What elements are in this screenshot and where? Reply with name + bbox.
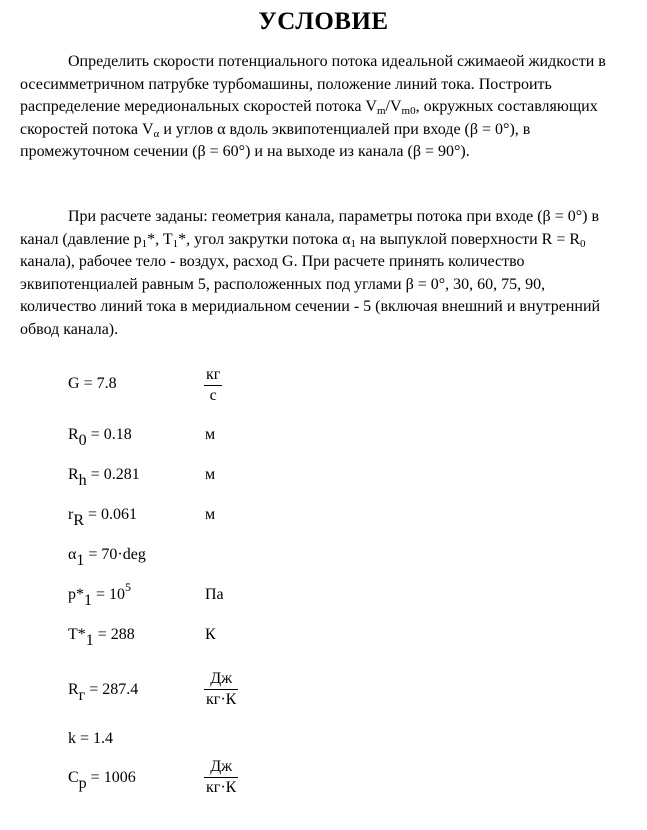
param-gas-constant [68, 670, 318, 721]
subscript: m [376, 105, 386, 117]
param-expression [68, 466, 140, 489]
param-expression [68, 426, 132, 449]
param-exponent: 5 [125, 580, 132, 594]
subscript: α [153, 127, 160, 140]
param-unit: Па [205, 586, 224, 603]
param-unit: м [205, 506, 216, 523]
param-k [68, 730, 318, 770]
param-value: = 1.4 [76, 730, 114, 747]
param-expression [68, 626, 135, 649]
param-subscript: 1 [76, 552, 85, 569]
unit-denominator: кг·К [206, 691, 237, 708]
unit-fraction [204, 757, 238, 798]
text-fragment: *, T [147, 230, 173, 248]
param-symbol: R [68, 466, 79, 483]
param-value: = 0.281 [86, 466, 140, 483]
param-r0 [68, 426, 318, 466]
param-subscript: h [78, 472, 87, 489]
param-value: = 70·deg [84, 546, 146, 563]
unit-numerator: Дж [204, 669, 238, 690]
param-symbol: α [68, 546, 77, 563]
document-title: УСЛОВИЕ [258, 8, 389, 35]
text-fragment: При расчете заданы: геометрия канала, параметры потока при входе (β = 0°) в канал (давление p [20, 208, 599, 248]
text-fragment: и углов α вдоль эквипотенциалей при входе (β = 0°), в промежуточном сечении (β = 60°) и на выходе из канала (β = 90°). [20, 120, 531, 160]
text-fragment: /V [385, 98, 402, 115]
param-mass-flow [68, 366, 318, 415]
param-symbol: p* [68, 586, 84, 603]
param-expression [68, 681, 139, 704]
param-p1 [68, 580, 318, 626]
param-value: = 1006 [86, 769, 136, 786]
param-expression [68, 506, 138, 529]
param-symbol: R [68, 681, 79, 698]
param-symbol: C [68, 769, 79, 786]
param-value: = 288 [93, 626, 135, 643]
param-subscript: 0 [78, 432, 87, 449]
param-subscript: p [78, 775, 87, 792]
param-value: = 0.18 [86, 426, 132, 443]
param-subscript: R [73, 512, 84, 529]
text-fragment: , окружных составляющих скоростей потока V [20, 98, 598, 138]
text-fragment: канала), рабочее тело - воздух, расход G. При расчете принять количество эквипотенциалей равным 5, расположенных под углами β = 0°, 30, 60, 75, 90, количество линий тока в меридиальном сечении - 5 (включая внешний и внутренний обвод канала). [20, 253, 601, 338]
param-expression [68, 730, 113, 748]
subscript: 1 [172, 237, 179, 250]
param-expression [68, 546, 146, 569]
subscript: 1 [141, 237, 148, 250]
text-fragment: на выпуклой поверхности R = R [356, 230, 581, 248]
text-fragment: Определить скорости потенциального потока идеальной сжимаеой жидкости в осесимметричном патрубке турбомашины, положение линий тока. Построить распределение мередиональных скоростей потока V [20, 53, 606, 115]
param-subscript: г [78, 687, 86, 704]
unit-numerator: Дж [204, 757, 238, 778]
param-expression [68, 769, 136, 792]
param-unit: м [205, 466, 216, 483]
param-cp [68, 758, 318, 809]
param-value: = 7.8 [79, 375, 117, 392]
text-fragment: *, угол закрутки потока α [178, 230, 351, 248]
unit-fraction [204, 365, 222, 406]
problem-statement-paragraph [20, 51, 610, 164]
param-expression [68, 375, 117, 393]
param-value: = 10 [92, 586, 126, 603]
param-unit: К [205, 626, 216, 643]
param-symbol: k [68, 730, 76, 747]
param-symbol: G [68, 375, 80, 392]
param-subscript: 1 [84, 592, 92, 609]
unit-fraction [204, 669, 238, 710]
param-t1 [68, 626, 318, 666]
param-symbol: T* [68, 626, 86, 643]
param-symbol: R [68, 426, 79, 443]
given-data-paragraph [20, 206, 610, 341]
param-value: = 0.061 [84, 506, 138, 523]
subscript: 1 [350, 237, 357, 250]
subscript: 0 [580, 237, 586, 250]
unit-denominator: с [209, 387, 217, 404]
param-expression [68, 580, 132, 609]
unit-denominator: кг·К [206, 779, 237, 796]
subscript: m0 [401, 105, 416, 117]
param-unit: м [205, 426, 216, 443]
param-rh [68, 466, 318, 506]
param-subscript: 1 [85, 632, 94, 649]
param-value: = 287.4 [85, 681, 139, 698]
param-alpha1 [68, 546, 318, 586]
param-symbol: r [68, 506, 74, 523]
param-rr [68, 506, 318, 546]
unit-numerator: кг [204, 365, 222, 386]
